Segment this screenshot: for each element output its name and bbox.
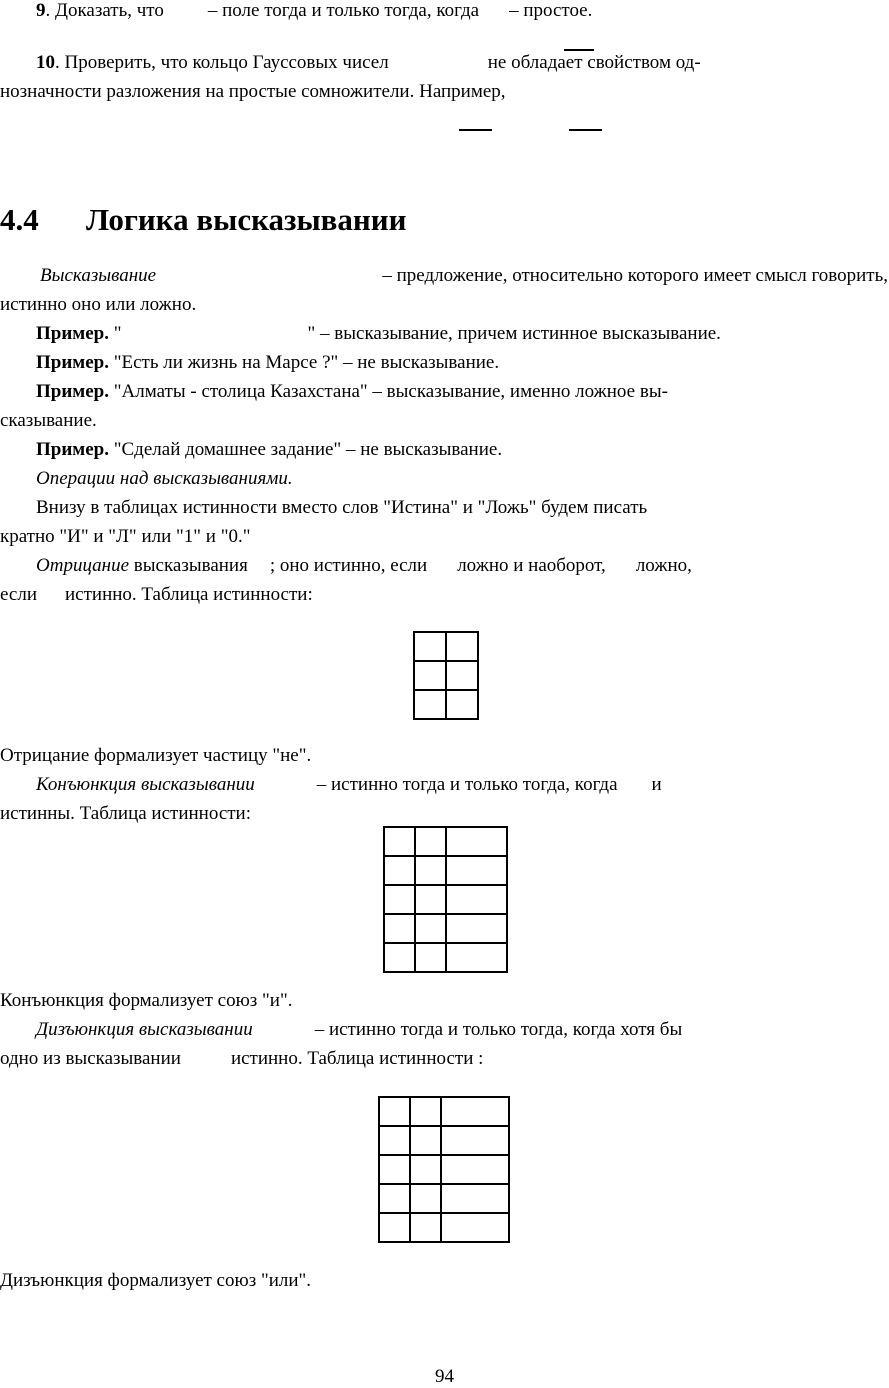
negation-text: высказывания [133,555,248,576]
truth-note-text: Внизу в таблицах истинности вместо слов "Истина" и "Ложь" будем писать [36,497,648,518]
negation-line-2 [0,584,313,606]
example-label: Пример. [36,439,109,460]
conjunction-line [36,774,888,796]
example-label: Пример. [36,323,109,344]
negation-text: ложно и наоборот, [457,555,606,576]
example-text: "Алматы - столица Казахстана" – высказывание, именно ложное вы- [113,381,668,402]
term-statement: Высказывание [40,265,157,286]
term-disjunction: Дизъюнкция высказывании [36,1019,253,1040]
exercise-9 [36,0,592,22]
example-1 [36,323,888,345]
example-2 [36,352,499,374]
disjunction-line-2 [0,1048,483,1070]
example-label: Пример. [36,352,109,373]
example-label: Пример. [36,381,109,402]
example-4 [36,439,502,461]
conjunction-line-2: истинны. Таблица истинности: [0,803,251,824]
negation-text: истинно. Таблица истинности: [65,584,313,605]
example-text: "Есть ли жизнь на Марсе ?" – не высказывание. [113,352,500,373]
section-number: 4.4 [0,202,39,237]
example-text: "Сделай домашнее задание" – не высказывание. [113,439,503,460]
negation-text: ложно, [635,555,692,576]
exercise-text: – простое. [509,0,593,21]
example-3-continued: сказывание. [0,410,97,431]
example-text: " [113,323,122,344]
exercise-text: . Доказать, что [45,0,164,21]
negation-text: ; оно истинно, если [269,555,428,576]
exercise-10-continued: нозначности разложения на простые сомножители. Например, [0,81,506,102]
definition-line-2: истинно оно или ложно. [0,294,197,315]
negation-text: если [0,584,37,605]
example-3 [36,381,668,403]
operations-heading: Операции над высказываниями. [36,468,293,489]
exercise-text: не обладает свойством од- [487,52,701,73]
conjunction-summary: Конъюнкция формализует союз "и". [0,990,293,1011]
negation-summary: Отрицание формализует частицу "не". [0,745,312,766]
term-negation: Отрицание [36,555,130,576]
overline-mark [564,49,594,51]
conjunction-truth-table [383,826,508,973]
section-heading [0,200,407,240]
definition-text: – предложение, относительно которого имеет смысл говорить, [382,265,888,286]
truth-note-line [36,497,888,519]
exercise-number: 9 [36,0,46,21]
conjunction-text: – истинно тогда и только тогда, когда [316,774,618,795]
exercise-text: . Проверить, что кольцо Гауссовых чисел [55,52,389,73]
overline-mark [459,129,492,131]
overline-mark [569,129,602,131]
exercise-10 [36,52,701,74]
example-text: " – высказывание, причем истинное высказывание. [307,323,721,344]
disjunction-text: одно из высказывании [0,1048,181,1069]
conjunction-text: и [651,774,662,795]
disjunction-line [36,1019,888,1041]
disjunction-summary: Дизъюнкция формализует союз "или". [0,1270,312,1291]
exercise-text: – поле тогда и только тогда, когда [207,0,480,21]
disjunction-truth-table [378,1096,510,1243]
term-conjunction: Конъюнкция высказывании [36,774,255,795]
page-number: 94 [435,1366,454,1387]
truth-note-line-2: кратно "И" и "Л" или "1" и "0." [0,526,251,547]
negation-truth-table [413,631,479,720]
definition-line [40,265,888,287]
section-title: Логика высказывании [86,202,407,237]
disjunction-text: истинно. Таблица истинности : [230,1048,484,1069]
disjunction-text: – истинно тогда и только тогда, когда хотя бы [314,1019,683,1040]
exercise-number: 10 [36,52,55,73]
negation-line [36,555,888,577]
